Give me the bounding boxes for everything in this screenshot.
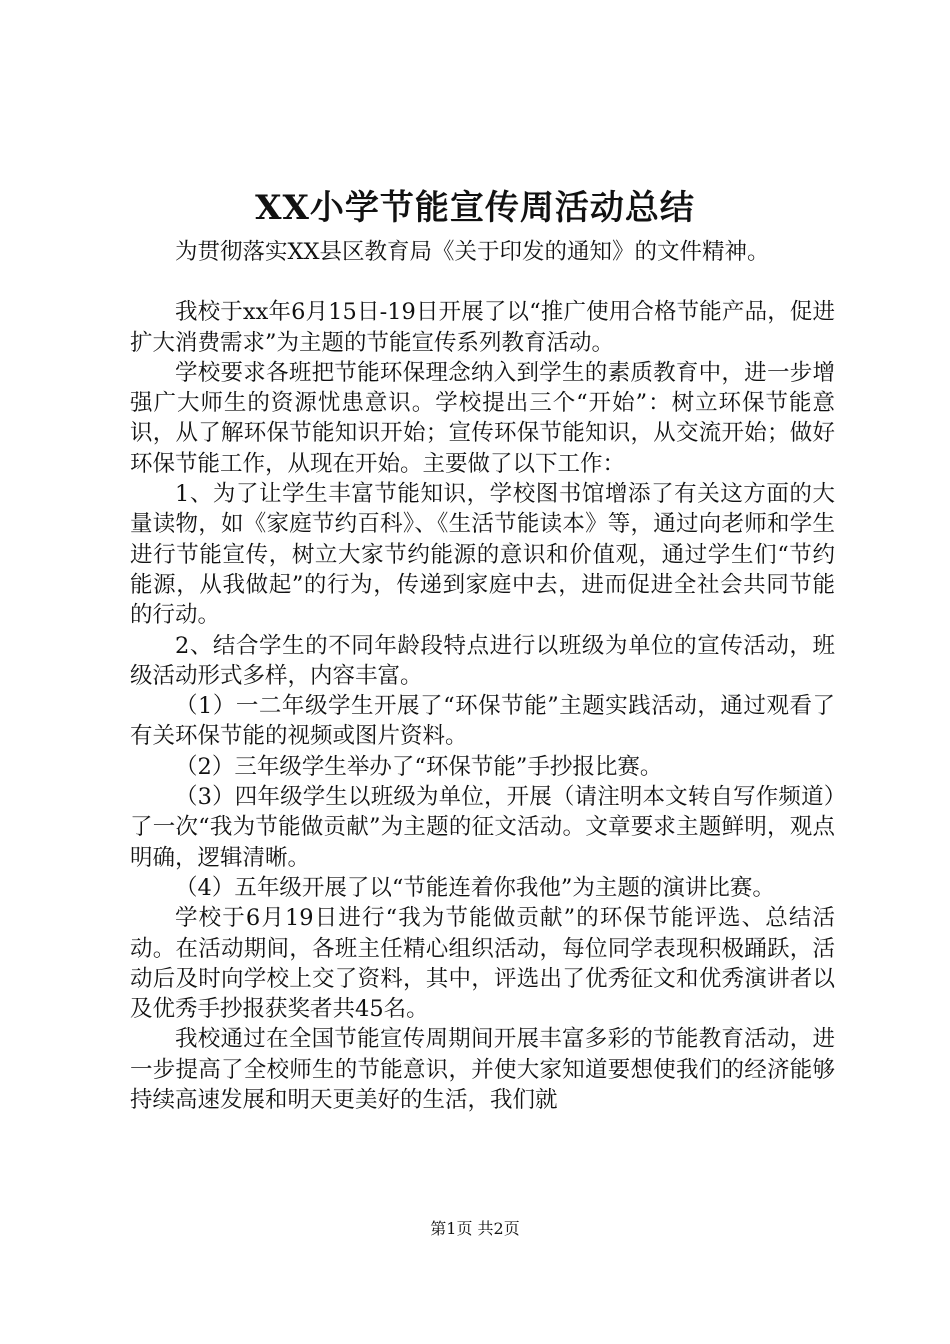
paragraph-item-2: 2、结合学生的不同年龄段特点进行以班级为单位的宣传活动，班级活动形式多样，内容丰富。 (130, 632, 835, 689)
paragraph-subitem-3: （3）四年级学生以班级为单位，开展（请注明本文转自写作频道）了一次“我为节能做贡献”为主题的征文活动。文章要求主题鲜明，观点明确，逻辑清晰。 (130, 784, 835, 871)
paragraph-school-requirements: 学校要求各班把节能环保理念纳入到学生的素质教育中，进一步增强广大师生的资源忧患意识。学校提出三个“开始”：树立环保节能意识，从了解环保节能知识开始；宣传环保节能知识，从交流开始；做好环保节能工作，从现在开始。主要做了以下工作： (130, 359, 835, 477)
paragraph-conclusion: 我校通过在全国节能宣传周期间开展丰富多彩的节能教育活动，进一步提高了全校师生的节能意识，并使大家知道要想使我们的经济能够持续高速发展和明天更美好的生活，我们就 (130, 1026, 835, 1114)
page-number-footer: 第1页 共2页 (430, 1219, 520, 1238)
paragraph-activity-dates: 我校于xx年6月15日-19日开展了以“推广使用合格节能产品，促进扩大消费需求”为主题的节能宣传系列教育活动。 (130, 299, 835, 356)
paragraph-item-1: 1、为了让学生丰富节能知识，学校图书馆增添了有关这方面的大量读物，如《家庭节约百科》、《生活节能读本》等，通过向老师和学生进行节能宣传，树立大家节约能源的意识和价值观，通过学生们“节约能源，从我做起”的行为，传递到家庭中去，进而促进全社会共同节能的行动。 (130, 481, 835, 629)
paragraph-subitem-2: （2）三年级学生举办了“环保节能”手抄报比赛。 (175, 753, 663, 780)
paragraph-subitem-1: （1）一二年级学生开展了“环保节能”主题实践活动，通过观看了有关环保节能的视频或图片资料。 (130, 693, 835, 750)
document-body (130, 237, 835, 1115)
paragraph-intro: 为贯彻落实XX县区教育局《关于印发的通知》的文件精神。 (175, 239, 770, 265)
document-title: XX小学节能宣传周活动总结 (255, 188, 695, 228)
paragraph-evaluation: 学校于6月19日进行“我为节能做贡献”的环保节能评选、总结活动。在活动期间，各班主任精心组织活动，每位同学表现积极踊跃，活动后及时向学校上交了资料，其中，评选出了优秀征文和优秀演讲者以及优秀手抄报获奖者共45名。 (130, 905, 835, 1023)
paragraph-subitem-4: （4）五年级开展了以“节能连着你我他”为主题的演讲比赛。 (175, 874, 775, 901)
